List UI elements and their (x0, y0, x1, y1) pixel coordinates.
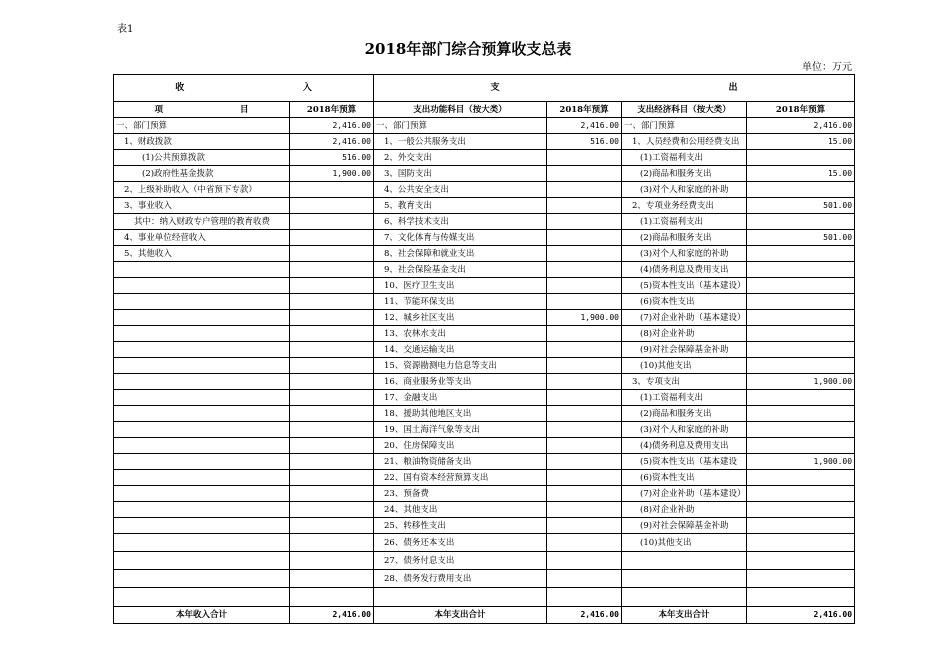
income-label-cell (114, 326, 290, 342)
table-row (114, 358, 855, 374)
economic-value-cell (747, 326, 855, 342)
income-value-cell (290, 570, 374, 588)
functional-label-cell: 9、社会保险基金支出 (374, 262, 547, 278)
income-label-cell: 1、财政拨款 (114, 134, 290, 150)
table-row (114, 326, 855, 342)
economic-label-cell: (7)对企业补助（基本建设） (622, 486, 747, 502)
economic-label-cell: (8)对企业补助 (622, 502, 747, 518)
functional-value-cell (547, 534, 622, 552)
col-item-header (114, 102, 290, 118)
economic-label-cell: (6)资本性支出 (622, 470, 747, 486)
functional-value-cell (547, 278, 622, 294)
income-total-label: 本年收入合计 (114, 607, 290, 624)
economic-value-cell (747, 534, 855, 552)
economic-label-cell: (2)商品和服务支出 (622, 230, 747, 246)
header-row-2 (114, 102, 855, 118)
functional-label-cell: 19、国土海洋气象等支出 (374, 422, 547, 438)
income-label-cell (114, 502, 290, 518)
income-label-cell: 2、上级补助收入（中省预下专款） (114, 182, 290, 198)
income-total-value: 2,416.00 (290, 607, 374, 624)
empty-cell (622, 588, 747, 607)
economic-label-cell (622, 552, 747, 570)
empty-cell (747, 588, 855, 607)
income-label-cell (114, 454, 290, 470)
functional-value-cell (547, 502, 622, 518)
functional-value-cell (547, 406, 622, 422)
functional-value-cell (547, 454, 622, 470)
economic-label-cell: 2、专项业务经费支出 (622, 198, 747, 214)
functional-value-cell (547, 246, 622, 262)
functional-value-cell (547, 390, 622, 406)
economic-label-cell: (5)资本性支出（基本建设） (622, 278, 747, 294)
col-item-char1: 项 (154, 104, 163, 115)
income-label-cell (114, 294, 290, 310)
functional-label-cell: 7、文化体育与传媒支出 (374, 230, 547, 246)
table-row (114, 278, 855, 294)
economic-value-cell (747, 570, 855, 588)
economic-value-cell (747, 246, 855, 262)
income-header-char1: 收 (175, 83, 185, 93)
income-label-cell (114, 374, 290, 390)
functional-value-cell (547, 166, 622, 182)
functional-value-cell (547, 214, 622, 230)
functional-value-cell: 1,900.00 (547, 310, 622, 326)
economic-label-cell: 1、人员经费和公用经费支出 (622, 134, 747, 150)
functional-value-cell (547, 198, 622, 214)
income-label-cell (114, 422, 290, 438)
economic-value-cell (747, 438, 855, 454)
empty-cell (374, 588, 547, 607)
income-label-cell (114, 358, 290, 374)
economic-value-cell (747, 552, 855, 570)
income-label-cell: 一、部门预算 (114, 118, 290, 134)
income-value-cell: 2,416.00 (290, 134, 374, 150)
income-label-cell: 5、其他收入 (114, 246, 290, 262)
economic-value-cell (747, 262, 855, 278)
economic-label-cell: (1)工资福利支出 (622, 150, 747, 166)
empty-cell (114, 588, 290, 607)
functional-label-cell: 3、国防支出 (374, 166, 547, 182)
income-value-cell (290, 454, 374, 470)
table-row (114, 182, 855, 198)
income-label-cell (114, 470, 290, 486)
income-value-cell (290, 310, 374, 326)
functional-value-cell (547, 570, 622, 588)
functional-label-cell: 10、医疗卫生支出 (374, 278, 547, 294)
economic-value-cell: 501.00 (747, 198, 855, 214)
table-row (114, 486, 855, 502)
income-label-cell (114, 552, 290, 570)
table-row (114, 134, 855, 150)
expense-header-char1: 支 (490, 83, 500, 93)
functional-value-cell (547, 470, 622, 486)
economic-value-cell (747, 470, 855, 486)
table-row (114, 438, 855, 454)
economic-value-cell (747, 518, 855, 534)
income-label-cell (114, 342, 290, 358)
table-row (114, 310, 855, 326)
income-value-cell (290, 326, 374, 342)
functional-label-cell: 23、预备费 (374, 486, 547, 502)
economic-total-label: 本年支出合计 (622, 607, 747, 624)
functional-label-cell: 13、农林水支出 (374, 326, 547, 342)
economic-label-cell: (6)资本性支出 (622, 294, 747, 310)
table-row (114, 198, 855, 214)
functional-value-cell (547, 230, 622, 246)
functional-value-cell (547, 342, 622, 358)
table-row (114, 246, 855, 262)
economic-value-cell (747, 390, 855, 406)
functional-value-cell (547, 438, 622, 454)
table-row (114, 342, 855, 358)
income-value-cell (290, 278, 374, 294)
income-label-cell: 4、事业单位经营收入 (114, 230, 290, 246)
economic-value-cell (747, 310, 855, 326)
economic-label-cell (622, 570, 747, 588)
functional-value-cell (547, 182, 622, 198)
economic-label-cell: (10)其他支出 (622, 534, 747, 552)
income-value-cell (290, 470, 374, 486)
functional-label-cell: 16、商业服务业等支出 (374, 374, 547, 390)
economic-label-cell: (9)对社会保障基金补助 (622, 342, 747, 358)
economic-label-cell: 一、部门预算 (622, 118, 747, 134)
income-value-cell (290, 246, 374, 262)
economic-label-cell: (3)对个人和家庭的补助 (622, 182, 747, 198)
functional-label-cell: 27、债务付息支出 (374, 552, 547, 570)
table-row (114, 422, 855, 438)
income-label-cell (114, 570, 290, 588)
table-row (114, 214, 855, 230)
functional-value-cell (547, 294, 622, 310)
functional-value-cell (547, 262, 622, 278)
economic-label-cell: (10)其他支出 (622, 358, 747, 374)
economic-value-cell (747, 278, 855, 294)
income-value-cell: 2,416.00 (290, 118, 374, 134)
table-row (114, 518, 855, 534)
functional-label-cell: 2、外交支出 (374, 150, 547, 166)
functional-label-cell: 一、部门预算 (374, 118, 547, 134)
economic-label-cell: (7)对企业补助（基本建设） (622, 310, 747, 326)
economic-value-cell (747, 406, 855, 422)
economic-label-cell: (5)资本性支出（基本建设 (622, 454, 747, 470)
economic-value-cell: 1,900.00 (747, 454, 855, 470)
functional-label-cell: 20、住房保障支出 (374, 438, 547, 454)
economic-value-cell: 15.00 (747, 134, 855, 150)
col-economic-header: 支出经济科目（按大类） (622, 102, 747, 118)
table-row (114, 570, 855, 588)
table-row (114, 552, 855, 570)
functional-total-value: 2,416.00 (547, 607, 622, 624)
functional-label-cell: 24、其他支出 (374, 502, 547, 518)
functional-label-cell: 11、节能环保支出 (374, 294, 547, 310)
economic-label-cell: (3)对个人和家庭的补助 (622, 422, 747, 438)
economic-value-cell (747, 502, 855, 518)
economic-label-cell: 3、专项支出 (622, 374, 747, 390)
income-value-cell (290, 390, 374, 406)
income-label-cell: (2)政府性基金拨款 (114, 166, 290, 182)
economic-value-cell (747, 214, 855, 230)
spacer-row (114, 588, 855, 607)
income-value-cell (290, 406, 374, 422)
functional-label-cell: 14、交通运输支出 (374, 342, 547, 358)
functional-label-cell: 8、社会保障和就业支出 (374, 246, 547, 262)
economic-label-cell: (4)债务利息及费用支出 (622, 262, 747, 278)
empty-cell (290, 588, 374, 607)
functional-label-cell: 25、转移性支出 (374, 518, 547, 534)
income-value-cell (290, 534, 374, 552)
income-value-cell (290, 294, 374, 310)
functional-value-cell (547, 374, 622, 390)
functional-label-cell: 4、公共安全支出 (374, 182, 547, 198)
economic-label-cell: (3)对个人和家庭的补助 (622, 246, 747, 262)
empty-cell (547, 588, 622, 607)
table-row (114, 406, 855, 422)
economic-value-cell: 2,416.00 (747, 118, 855, 134)
totals-row (114, 607, 855, 624)
income-value-cell (290, 486, 374, 502)
table-row (114, 262, 855, 278)
economic-total-value: 2,416.00 (747, 607, 855, 624)
economic-value-cell: 15.00 (747, 166, 855, 182)
table-row (114, 230, 855, 246)
functional-value-cell (547, 422, 622, 438)
functional-label-cell: 1、一般公共服务支出 (374, 134, 547, 150)
functional-label-cell: 15、资源勘测电力信息等支出 (374, 358, 547, 374)
functional-label-cell: 17、金融支出 (374, 390, 547, 406)
income-label-cell: 3、事业收入 (114, 198, 290, 214)
table-row (114, 470, 855, 486)
functional-total-label: 本年支出合计 (374, 607, 547, 624)
economic-label-cell: (4)债务利息及费用支出 (622, 438, 747, 454)
economic-value-cell (747, 150, 855, 166)
income-label-cell (114, 390, 290, 406)
income-value-cell (290, 342, 374, 358)
income-value-cell (290, 182, 374, 198)
table-row (114, 294, 855, 310)
table-row (114, 150, 855, 166)
economic-value-cell (747, 182, 855, 198)
col-item-char2: 目 (239, 104, 249, 115)
economic-value-cell: 501.00 (747, 230, 855, 246)
table-row (114, 534, 855, 552)
income-label-cell (114, 406, 290, 422)
table-row (114, 118, 855, 134)
income-label-cell (114, 278, 290, 294)
income-value-cell (290, 438, 374, 454)
functional-label-cell: 22、国有资本经营预算支出 (374, 470, 547, 486)
income-label-cell (114, 310, 290, 326)
page-title: 2018年部门综合预算收支总表 (364, 40, 572, 58)
functional-value-cell: 516.00 (547, 134, 622, 150)
economic-label-cell: (1)工资福利支出 (622, 390, 747, 406)
income-label-cell (114, 438, 290, 454)
col-functional-header: 支出功能科目（按大类） (374, 102, 547, 118)
budget-summary-table (113, 74, 855, 624)
economic-value-cell (747, 358, 855, 374)
unit-label: 单位：万元 (802, 62, 852, 73)
economic-value-cell (747, 342, 855, 358)
income-value-cell (290, 358, 374, 374)
economic-value-cell (747, 486, 855, 502)
col-budget-3-header: 2018年预算 (747, 102, 855, 118)
income-value-cell (290, 262, 374, 278)
income-value-cell (290, 230, 374, 246)
income-value-cell: 1,900.00 (290, 166, 374, 182)
expense-header (374, 75, 855, 102)
income-label-cell (114, 518, 290, 534)
functional-value-cell (547, 486, 622, 502)
income-value-cell (290, 422, 374, 438)
functional-value-cell (547, 150, 622, 166)
income-header-char2: 入 (302, 83, 312, 93)
income-label-cell: 其中：纳入财政专户管理的教育收费 (114, 214, 290, 230)
economic-label-cell: (9)对社会保障基金补助 (622, 518, 747, 534)
table-row (114, 502, 855, 518)
economic-label-cell: (2)商品和服务支出 (622, 406, 747, 422)
functional-label-cell: 12、城乡社区支出 (374, 310, 547, 326)
income-value-cell (290, 198, 374, 214)
functional-value-cell: 2,416.00 (547, 118, 622, 134)
functional-value-cell (547, 326, 622, 342)
table-row (114, 166, 855, 182)
functional-label-cell: 5、教育支出 (374, 198, 547, 214)
header-row-1 (114, 75, 855, 102)
table-row (114, 390, 855, 406)
income-value-cell (290, 502, 374, 518)
economic-label-cell: (1)工资福利支出 (622, 214, 747, 230)
income-value-cell: 516.00 (290, 150, 374, 166)
table-label: 表1 (117, 24, 134, 35)
functional-value-cell (547, 552, 622, 570)
table-row (114, 454, 855, 470)
functional-label-cell: 21、粮油物资储备支出 (374, 454, 547, 470)
income-label-cell: (1)公共预算拨款 (114, 150, 290, 166)
income-value-cell (290, 374, 374, 390)
expense-header-char2: 出 (728, 83, 738, 93)
col-budget-2-header: 2018年预算 (547, 102, 622, 118)
economic-value-cell (747, 294, 855, 310)
income-value-cell (290, 552, 374, 570)
income-header (114, 75, 374, 102)
income-label-cell (114, 486, 290, 502)
functional-label-cell: 6、科学技术支出 (374, 214, 547, 230)
economic-label-cell: (2)商品和服务支出 (622, 166, 747, 182)
economic-label-cell: (8)对企业补助 (622, 326, 747, 342)
functional-label-cell: 28、债务发行费用支出 (374, 570, 547, 588)
income-value-cell (290, 214, 374, 230)
economic-value-cell (747, 422, 855, 438)
functional-value-cell (547, 518, 622, 534)
table-row (114, 374, 855, 390)
functional-value-cell (547, 358, 622, 374)
economic-value-cell: 1,900.00 (747, 374, 855, 390)
functional-label-cell: 18、援助其他地区支出 (374, 406, 547, 422)
col-budget-1-header: 2018年预算 (290, 102, 374, 118)
income-label-cell (114, 262, 290, 278)
functional-label-cell: 26、债务还本支出 (374, 534, 547, 552)
income-value-cell (290, 518, 374, 534)
income-label-cell (114, 534, 290, 552)
